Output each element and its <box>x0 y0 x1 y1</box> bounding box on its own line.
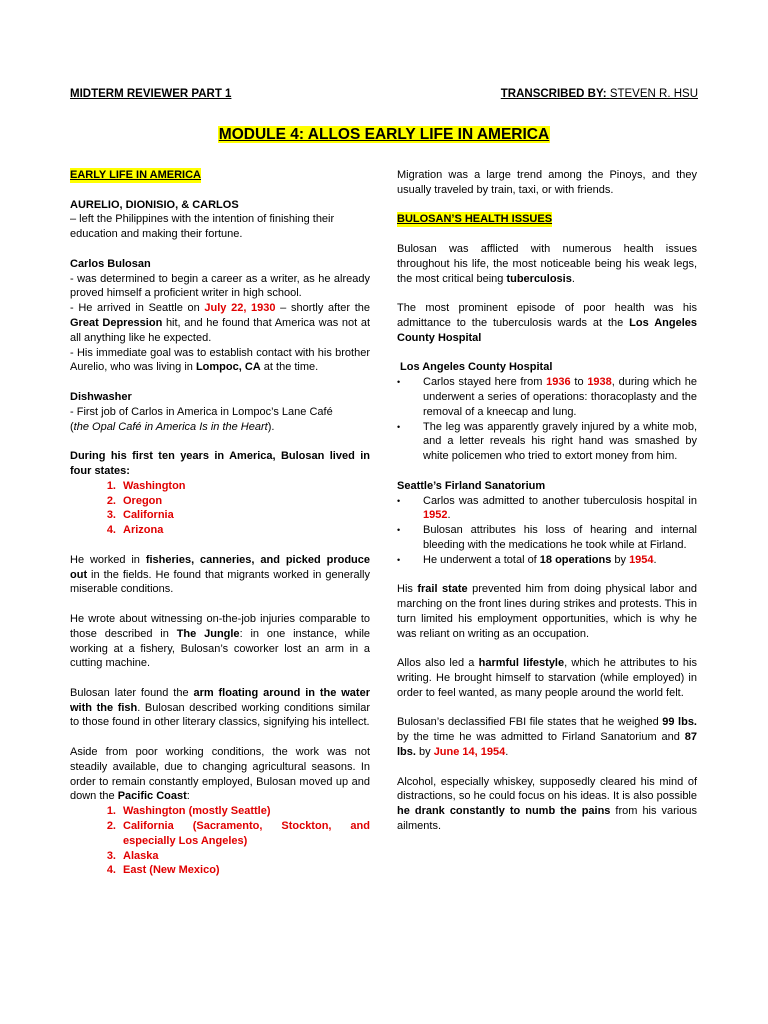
fbi-date: June 14, 1954 <box>433 746 506 759</box>
paragraph-witness <box>70 612 370 671</box>
list-number: 3. <box>106 849 116 862</box>
tuberculosis: tuberculosis <box>506 272 572 285</box>
bullet-text <box>423 375 697 419</box>
state-name: California <box>123 509 174 522</box>
paragraph-dishwasher <box>70 390 370 434</box>
weight-87: 87 lbs. <box>397 731 697 759</box>
page-header <box>70 88 698 100</box>
text-run: He wrote about witnessing on-the-job injuries comparable to those described in <box>70 612 370 640</box>
weight-99: 99 lbs. <box>662 716 697 729</box>
names-heading: AURELIO, DIONISIO, & CARLOS <box>70 198 239 211</box>
carlos-point-2 <box>70 302 370 344</box>
module-title-text: MODULE 4: ALLOS EARLY LIFE IN AMERICA <box>218 126 550 143</box>
names-desc: – left the Philippines with the intention of finishing their education and making their fortune. <box>70 213 335 241</box>
header-right-name: STEVEN R. HSU <box>609 88 698 100</box>
bullet-text: Bulosan attributes his loss of hearing and internal bleeding with the medications he took while at Firland. <box>423 524 697 551</box>
dishwasher-point-2 <box>70 421 274 433</box>
text-run: : in one instance, while working at a fishery, Bulosan’s coworker lost an arm in a cutting machine. <box>70 627 370 670</box>
section-heading-health: BULOSAN’S HEALTH ISSUES <box>397 213 553 226</box>
bullet-icon: • <box>397 495 401 506</box>
text-run: , during which he underwent a series of operations: thoracoplasty and the removal of a kneecap and lung. <box>423 376 697 418</box>
text-run: The most prominent episode of poor health was his admittance to the tuberculosis wards at the <box>397 302 697 329</box>
bullet-text <box>423 553 697 568</box>
list-number: 3. <box>106 509 116 522</box>
text-run: Bulosan later found the <box>70 686 194 699</box>
great-depression: Great Depression <box>70 316 163 329</box>
carlos-point-1: - was determined to begin a career as a writer, as he already proved himself a proficient writer in high school. <box>70 272 370 300</box>
paragraph-prominent <box>397 301 697 345</box>
state-name: Washington <box>123 479 186 492</box>
left-column <box>70 168 370 893</box>
list-item <box>397 420 697 464</box>
text-run: Bulosan was afflicted with numerous health issues throughout his life, the most noticeable being his weak legs, the most critical being <box>397 242 697 285</box>
module-title <box>0 126 768 144</box>
text-run: He underwent a total of <box>423 553 540 566</box>
list-item <box>397 553 697 568</box>
frail-state: frail state <box>417 583 468 596</box>
coast-place: East (New Mexico) <box>123 864 220 877</box>
paragraph-migration: Migration was a large trend among the Pinoys, and they usually traveled by train, taxi, or with friends. <box>397 169 697 196</box>
paragraph-aside <box>70 745 370 804</box>
firland-heading-text: Seattle’s Firland Sanatorium <box>397 479 546 492</box>
text-run: to <box>570 376 588 389</box>
list-item <box>70 849 370 864</box>
text-run: hit, and he found that America was not at all anything like he expected. <box>70 316 371 344</box>
lompoc-place: Lompoc, CA <box>195 361 261 374</box>
list-item <box>70 479 370 494</box>
text-run: His <box>397 583 418 596</box>
year: 1936 <box>546 376 571 389</box>
year: 1952 <box>423 509 448 522</box>
carlos-heading: Carlos Bulosan <box>70 257 151 270</box>
lach-heading-text: Los Angeles County Hospital <box>400 361 553 374</box>
arm-bold: arm floating around in the water with the fish <box>70 686 370 714</box>
list-item <box>70 508 370 523</box>
la-county-hospital: Los Angeles County Hospital <box>397 316 698 344</box>
text-run: at the time. <box>260 361 319 374</box>
list-item <box>70 494 370 509</box>
states-list <box>70 479 370 538</box>
header-left: MIDTERM REVIEWER PART 1 <box>70 88 232 100</box>
coast-place: Washington (mostly Seattle) <box>123 805 271 818</box>
paragraph-work <box>70 553 370 597</box>
states-intro-text: During his first ten years in America, Bulosan lived in four states: <box>70 450 370 477</box>
list-item <box>397 375 697 419</box>
coast-place: Alaska <box>123 849 159 862</box>
text-run: by the time he was admitted to Firland Sanatorium and <box>397 731 685 744</box>
list-item <box>70 804 370 819</box>
operations-count: 18 operations <box>539 553 612 566</box>
paragraph-harmful <box>397 656 697 700</box>
text-run: by <box>415 746 434 759</box>
text-run: Bulosan’s declassified FBI file states that he weighed <box>397 716 663 729</box>
text-run: . <box>447 509 451 522</box>
bullet-icon: • <box>397 554 401 565</box>
text-run: Carlos stayed here from <box>423 376 547 389</box>
text-run: - His immediate goal was to establish contact with his brother Aurelio, who was living in <box>70 346 370 374</box>
text-run: . <box>505 746 509 759</box>
dishwasher-heading: Dishwasher <box>70 390 132 403</box>
states-intro <box>70 449 370 479</box>
state-name: Arizona <box>123 524 164 537</box>
list-item <box>397 494 697 524</box>
coast-list <box>70 804 370 878</box>
arrival-date: July 22, 1930 <box>204 302 276 315</box>
text-run: prevented him from doing physical labor and marching on the front lines during strikes and protests. This in turn limited his employment opportunities, which is why he was reliant on writing as an occupation. <box>397 583 698 640</box>
paragraph-arm <box>70 686 370 730</box>
text-run: Allos also led a <box>397 657 479 670</box>
work-bold: fisheries, canneries, and picked produce out <box>70 553 370 581</box>
firland-heading <box>397 479 697 494</box>
section-heading-early-life: EARLY LIFE IN AMERICA <box>70 169 201 181</box>
right-column <box>397 168 697 849</box>
paragraph-names <box>70 198 370 242</box>
list-number: 2. <box>106 494 116 507</box>
text-run: Carlos was admitted to another tuberculosis hospital in <box>423 494 697 507</box>
pacific-coast: Pacific Coast <box>117 790 187 803</box>
firland-list <box>397 494 697 568</box>
text-run: - He arrived in Seattle on <box>70 302 205 315</box>
paragraph-frail <box>397 582 697 641</box>
text-run: in the fields. He found that migrants worked in generally miserable conditions. <box>70 568 370 596</box>
harmful-lifestyle: harmful lifestyle <box>478 657 565 670</box>
text-run: He worked in <box>70 553 146 566</box>
state-name: Oregon <box>123 494 163 507</box>
text-run: Alcohol, especially whiskey, supposedly cleared his mind of distractions, so he could focus on his ideas. It is also possible <box>397 775 697 803</box>
coast-place: California (Sacramento, Stockton, and especially Los Angeles) <box>123 820 370 847</box>
bullet-text <box>423 494 697 524</box>
lach-heading <box>397 360 697 375</box>
text-run: . Bulosan described working conditions similar to those found in other literary classics, signifying his intellect. <box>70 701 370 729</box>
text-run: ( <box>70 420 74 433</box>
list-item <box>70 819 370 849</box>
opal-cafe-italic: the Opal Café in America Is in the Heart <box>73 420 268 433</box>
text-run: , which he attributes to his writing. He brought himself to starvation (while employed) in order to feel wanted, as many people around the world felt. <box>397 657 697 699</box>
list-number: 1. <box>106 479 116 492</box>
paragraph-fbi <box>397 715 697 759</box>
list-item <box>70 523 370 538</box>
list-item <box>70 863 370 878</box>
paragraph-alcohol <box>397 775 697 834</box>
year: 1938 <box>587 376 612 389</box>
paragraph-carlos <box>70 257 370 375</box>
text-run: by <box>611 553 630 566</box>
text-run: – shortly after the <box>275 302 371 315</box>
list-number: 2. <box>106 820 116 833</box>
carlos-point-3 <box>70 347 370 374</box>
text-run: : <box>186 790 190 803</box>
text-run: Aside from poor working conditions, the work was not steadily available, due to changing agricultural seasons. In order to remain constantly employed, Bulosan moved up and down the <box>70 746 370 803</box>
dishwasher-point-1: - First job of Carlos in America in Lompoc’s Lane Café <box>70 405 333 418</box>
text-run: ). <box>267 420 275 433</box>
bullet-icon: • <box>397 525 401 536</box>
list-number: 1. <box>106 805 116 818</box>
year: 1954 <box>629 553 654 566</box>
text-run: . <box>571 272 575 285</box>
list-number: 4. <box>106 524 116 537</box>
header-right-label: TRANSCRIBED BY: <box>500 88 607 100</box>
drank-bold: he drank constantly to numb the pains <box>397 805 611 818</box>
header-right <box>501 88 698 100</box>
bullet-icon: • <box>397 421 401 432</box>
lach-list <box>397 375 697 464</box>
text-run: from his various ailments. <box>397 805 697 833</box>
text-run: . <box>653 553 657 566</box>
bullet-text: The leg was apparently gravely injured by a white mob, and a letter reveals his right hand was smashed by white policemen who tried to extort money from him. <box>423 420 697 463</box>
the-jungle: The Jungle <box>176 627 240 640</box>
list-number: 4. <box>106 864 116 877</box>
list-item <box>397 523 697 553</box>
paragraph-health <box>397 242 697 286</box>
bullet-icon: • <box>397 377 401 388</box>
